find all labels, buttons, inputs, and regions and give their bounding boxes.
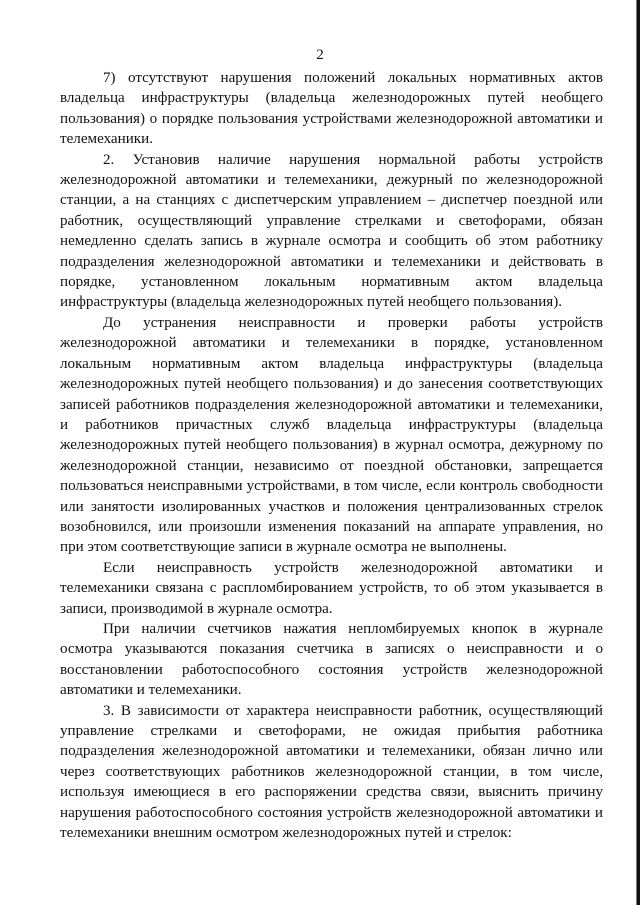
paragraph-seal-removal: Если неисправность устройств железнодорожной автоматики и телемеханики связана с распломбированием устройств, то об этом указывается в записи, производимой в журнале осмотра. bbox=[60, 559, 603, 617]
paragraph-section-3: 3. В зависимости от характера неисправности работник, осуществляющий управление стрелками и светофорами, не ожидая прибытия работника подразделения железнодорожной автоматики и телемеханики, обязан лично или через соответствующих работников железнодорожной станции, в том числе, используя имеющиеся в его распоряжении средства связи, выяснить причину нарушения работоспособного состояния устройств железнодорожной автоматики и телемеханики внешним осмотром железнодорожных путей и стрелок: bbox=[60, 702, 603, 842]
document-body bbox=[60, 68, 603, 843]
page-number: 2 bbox=[316, 47, 324, 63]
paragraph-counters: При наличии счетчиков нажатия непломбируемых кнопок в журнале осмотра указываются показания счетчика в записях о неисправности и о восстановлении работоспособного состояния устройств железнодорожной автоматики и телемеханики. bbox=[60, 620, 603, 699]
paragraph-item-7: 7) отсутствуют нарушения положений локальных нормативных актов владельца инфраструктуры (владельца железнодорожных путей необщего пользования) о порядке пользования устройствами железнодорожной автоматики и телемеханики. bbox=[60, 70, 603, 148]
paragraph-until-repair: До устранения неисправности и проверки работы устройств железнодорожной автоматики и телемеханики в порядке, установленном локальным нормативным актом владельца инфраструктуры (владельца железнодорожных путей необщего пользования) и до занесения соответствующих записей работников подразделения железнодорожной автоматики и телемеханики, и работников причастных служб владельца инфраструктуры (владельца железнодорожных путей необщего пользования) в журнал осмотра, дежурному по железнодорожной станции, независимо от поездной обстановки, запрещается пользоваться неисправными устройствами, в том числе, если контроль свободности или занятости изолированных участков и положения централизованных стрелок возобновился, или произошли изменения показаний на аппарате управления, но при этом соответствующие записи в журнале осмотра не выполнены. bbox=[60, 314, 603, 556]
paragraph-section-2: 2. Установив наличие нарушения нормальной работы устройств железнодорожной автоматики и телемеханики, дежурный по железнодорожной станции, а на станциях с диспетчерским управлением – диспетчер поездной или работник, осуществляющий управление стрелками и светофорами, обязан немедленно сделать запись в журнале осмотра и сообщить об этом работнику подразделения железнодорожной автоматики и телемеханики и действовать в порядке, установленном локальным нормативным актом владельца инфраструктуры (владельца железнодорожных путей необщего пользования). bbox=[60, 151, 603, 311]
